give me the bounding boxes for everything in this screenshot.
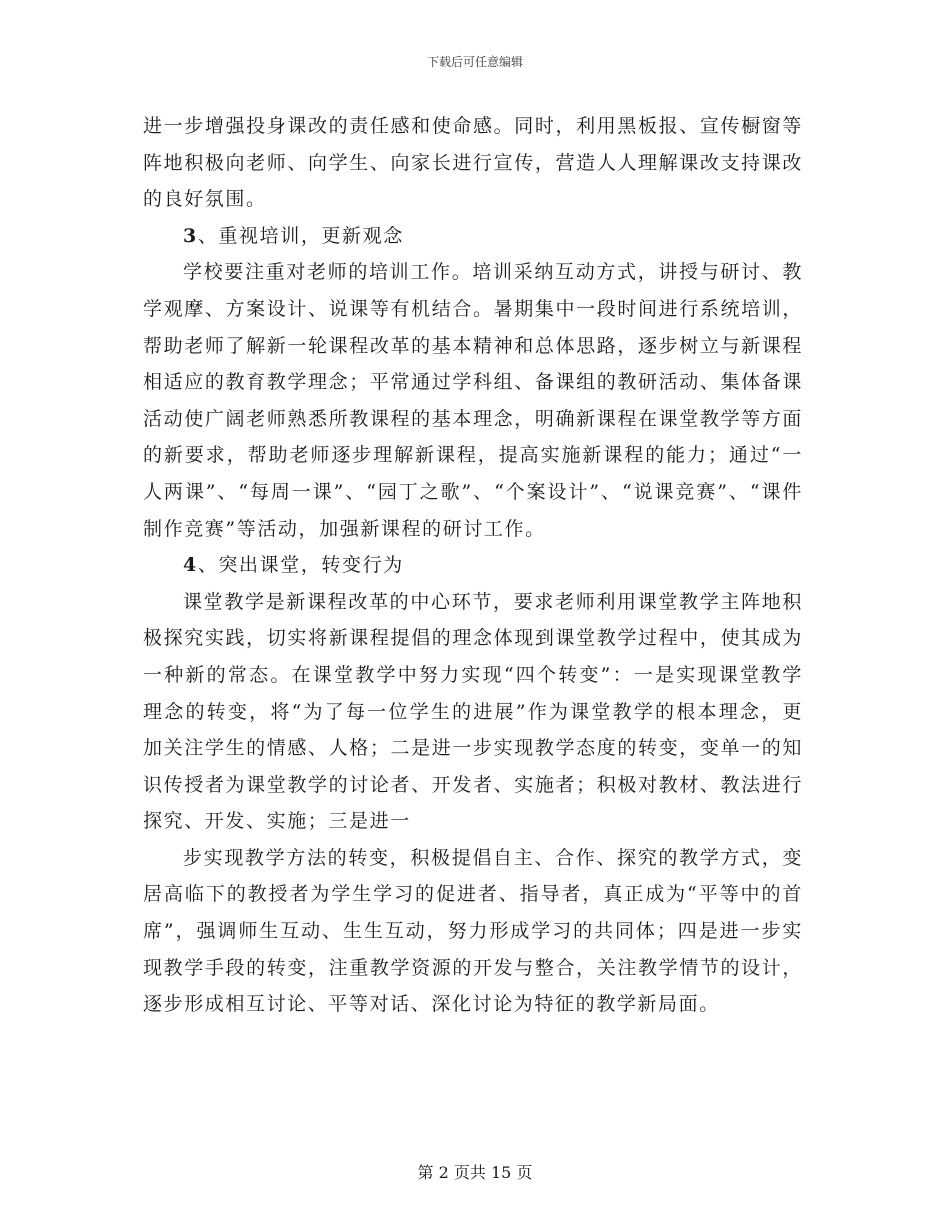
paragraph-continuation: 进一步增强投身课改的责任感和使命感。同时，利用黑板报、宣传橱窗等阵地积极向老师、向学生、向家长进行宣传，营造人人理解课改支持课改的良好氛围。 [143, 115, 803, 211]
paragraph-teaching-methods: 步实现教学方法的转变，积极提倡自主、合作、探究的教学方式，变居高临下的教授者为学生学习的促进者、指导者，真正成为“平等中的首席”，强调师生互动、生生互动，努力形成学习的共同体；四是进一步实现教学手段的转变，注重教学资源的开发与整合，关注教学情节的设计，逐步形成相互讨论、平等对话、深化讨论为特征的教学新局面。 [143, 846, 803, 1016]
page-header: 下载后可任意编辑 [426, 55, 523, 69]
section-title: 、突出课堂，转变行为 [197, 554, 404, 577]
paragraph-classroom: 课堂教学是新课程改革的中心环节，要求老师利用课堂教学主阵地积极探究实践，切实将新课程提倡的理念体现到课堂教学过程中，使其成为一种新的常态。在课堂教学中努力实现“四个转变”：一是实现课堂教学理念的转变，将“为了每一位学生的进展”作为课堂教学的根本理念，更加关注学生的情感、人格；二是进一步实现教学态度的转变，变单一的知识传授者为课堂教学的讨论者、开发者、实施者；积极对教材、教法进行探究、开发、实施；三是进一 [143, 590, 803, 833]
section-number: 4 [183, 554, 198, 577]
page-number: 第 2 页共 15 页 [417, 1163, 533, 1182]
paragraph-training: 学校要注重对老师的培训工作。培训采纳互动方式，讲授与研讨、教学观摩、方案设计、说课等有机结合。暑期集中一段时间进行系统培训，帮助老师了解新一轮课程改革的基本精神和总体思路，逐步树立与新课程相适应的教育教学理念；平常通过学科组、备课组的教研活动、集体备课活动使广阔老师熟悉所教课程的基本理念，明确新课程在课堂教学等方面的新要求，帮助老师逐步理解新课程，提高实施新课程的能力；通过“一人两课”、“每周一课”、“园丁之歌”、“个案设计”、“说课竞赛”、“课件制作竞赛”等活动，加强新课程的研讨工作。 [143, 261, 803, 540]
document-body [143, 108, 803, 1023]
section-title: 、重视培训，更新观念 [197, 224, 404, 247]
section-number: 3 [183, 224, 198, 247]
section-heading-4 [143, 547, 803, 584]
section-heading-3 [143, 218, 803, 255]
